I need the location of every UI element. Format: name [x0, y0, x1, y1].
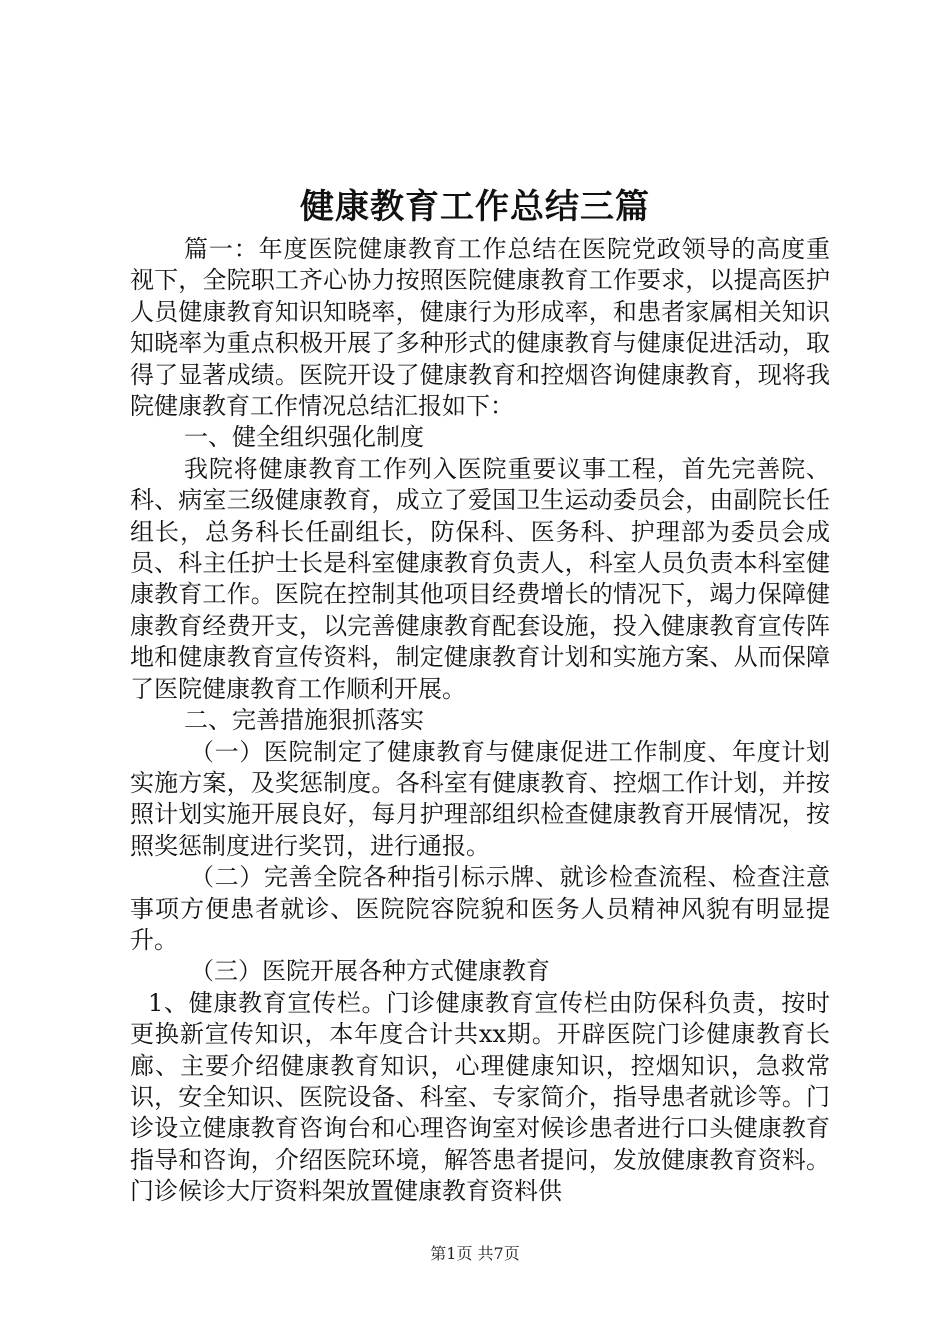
subsection-heading-3: （三）医院开展各种方式健康教育 — [190, 957, 550, 986]
document-title: 健康教育工作总结三篇 — [300, 187, 650, 227]
paragraph-organization: 我院将健康教育工作列入医院重要议事工程，首先完善院、科、病室三级健康教育，成立了爱国卫生运动委员会，由副院长任组长，总务科长任副组长，防保科、医务科、护理部为委员会成员、科主任护士长是科室健康教育负责人，科室人员负责本科室健康教育工作。医院在控制其他项目经费增长的情况下，竭力保障健康教育经费开支，以完善健康教育配套设施，投入健康教育宣传阵地和健康教育宣传资料，制定健康教育计划和实施方案、从而保障了医院健康教育工作顺利开展。 — [130, 454, 830, 703]
paragraph-measures-1: （一）医院制定了健康教育与健康促进工作制度、年度计划实施方案，及奖惩制度。各科室有健康教育、控烟工作计划，并按照计划实施开展良好，每月护理部组织检查健康教育开展情况，按照奖惩制度进行奖罚，进行通报。 — [130, 737, 830, 860]
document-body — [130, 234, 830, 1208]
page-footer: 第1页 共7页 — [430, 1244, 520, 1263]
section-heading-2: 二、完善措施狠抓落实 — [184, 706, 424, 735]
paragraph-measures-2: （二）完善全院各种指引标示牌、就诊检查流程、检查注意事项方便患者就诊、医院院容院貌和医务人员精神风貌有明显提升。 — [130, 863, 830, 954]
section-heading-1: 一、健全组织强化制度 — [184, 423, 424, 452]
paragraph-bulletin-board: 1、健康教育宣传栏。门诊健康教育宣传栏由防保科负责，按时更换新宣传知识，本年度合计共xx期。开辟医院门诊健康教育长廊、主要介绍健康教育知识，心理健康知识，控烟知识，急救常识，安全知识、医院设备、科室、专家简介，指导患者就诊等。门诊设立健康教育咨询台和心理咨询室对候诊患者进行口头健康教育指导和咨询，介绍医院环境，解答患者提问，发放健康教育资料。门诊候诊大厅资料架放置健康教育资料供 — [130, 988, 830, 1206]
paragraph-intro: 篇一：年度医院健康教育工作总结在医院党政领导的高度重视下，全院职工齐心协力按照医院健康教育工作要求，以提高医护人员健康教育知识知晓率，健康行为形成率，和患者家属相关知识知晓率为重点积极开展了多种形式的健康教育与健康促进活动，取得了显著成绩。医院开设了健康教育和控烟咨询健康教育，现将我院健康教育工作情况总结汇报如下： — [130, 235, 830, 421]
